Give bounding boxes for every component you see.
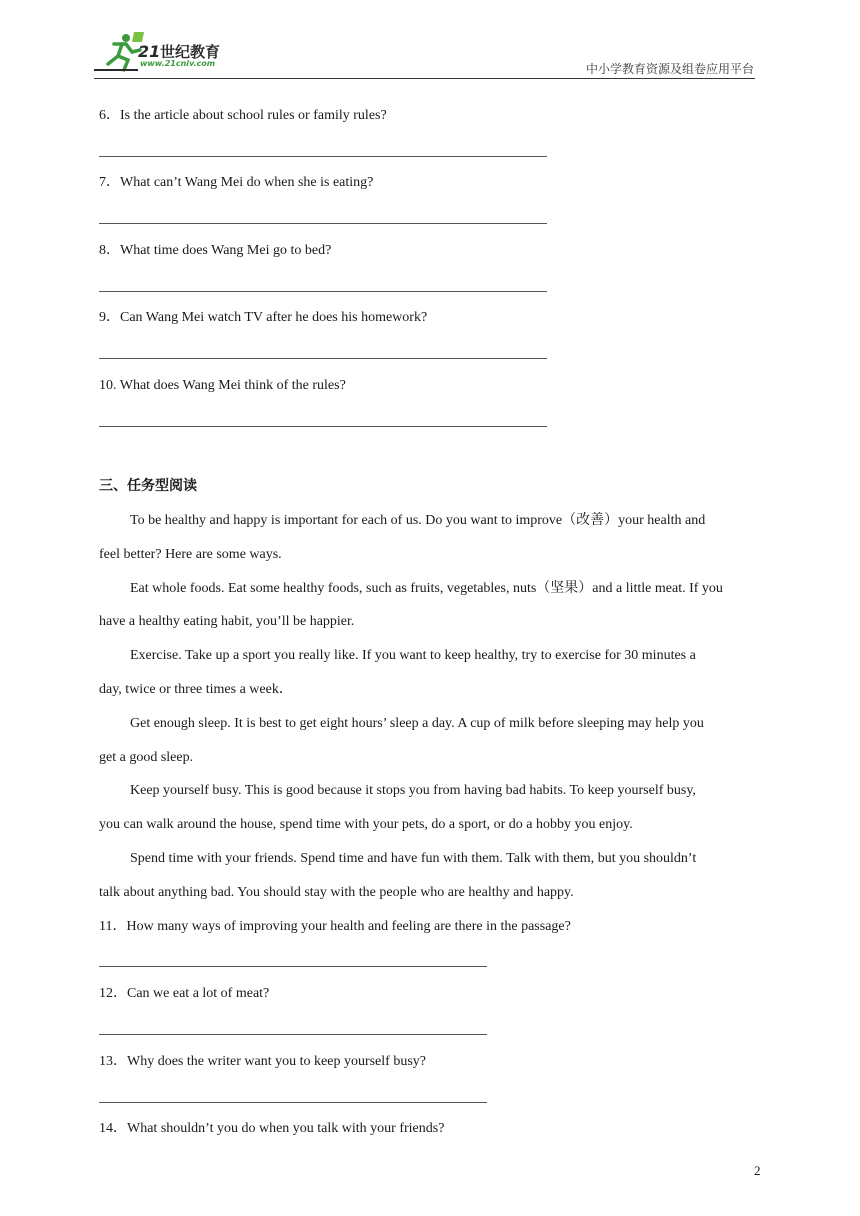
section-title: 三、任务型阅读: [99, 478, 197, 494]
question-10: 10. What does Wang Mei think of the rules?: [99, 378, 346, 393]
logo-lettering: [138, 42, 253, 66]
answer-line-9[interactable]: [99, 358, 547, 359]
question-8: 8．What time does Wang Mei go to bed?: [99, 243, 332, 258]
passage-line: Eat whole foods. Eat some healthy foods, such as fruits, vegetables, nuts（坚果）and a little meat. If you: [130, 581, 723, 596]
passage-line: you can walk around the house, spend time with your pets, do a sport, or do a hobby you enjoy.: [99, 817, 633, 832]
passage-line: Spend time with your friends. Spend time and have fun with them. Talk with them, but you shouldn’t: [130, 851, 697, 866]
question-12: 12．Can we eat a lot of meat?: [99, 986, 270, 1001]
answer-line-11[interactable]: [99, 966, 487, 967]
question-13: 13．Why does the writer want you to keep yourself busy?: [99, 1054, 426, 1069]
passage-line: get a good sleep.: [99, 750, 194, 765]
svg-text:21: 21: [138, 42, 161, 61]
svg-text:www.21cnjy.com: www.21cnjy.com: [140, 59, 216, 66]
page-header: [0, 0, 860, 80]
answer-line-12[interactable]: [99, 1034, 487, 1035]
answer-line-8[interactable]: [99, 291, 547, 292]
question-14: 14．What shouldn’t you do when you talk with your friends?: [99, 1121, 445, 1136]
question-9: 9．Can Wang Mei watch TV after he does his homework?: [99, 310, 428, 325]
site-logo: [92, 30, 262, 78]
passage-line: Get enough sleep. It is best to get eight hours’ sleep a day. A cup of milk before sleeping may help you: [130, 716, 704, 731]
header-divider: [94, 78, 755, 79]
passage-line: feel better? Here are some ways.: [99, 547, 282, 562]
passage-line: talk about anything bad. You should stay with the people who are healthy and happy.: [99, 885, 574, 900]
question-6: 6．Is the article about school rules or family rules?: [99, 108, 387, 123]
passage-line: Exercise. Take up a sport you really like. If you want to keep healthy, try to exercise for 30 minutes a: [130, 648, 696, 663]
passage-line: day, twice or three times a week．: [99, 682, 293, 697]
svg-text:世纪教育: 世纪教育: [160, 43, 221, 61]
question-11: 11．How many ways of improving your health and feeling are there in the passage?: [99, 919, 571, 934]
answer-line-6[interactable]: [99, 156, 547, 157]
passage-line: To be healthy and happy is important for each of us. Do you want to improve（改善）your health and: [130, 513, 706, 528]
answer-line-7[interactable]: [99, 223, 547, 224]
passage-line: have a healthy eating habit, you’ll be happier.: [99, 614, 355, 629]
passage-line: Keep yourself busy. This is good because it stops you from having bad habits. To keep yourself busy,: [130, 783, 696, 798]
logo-text-graphic: [138, 42, 253, 66]
platform-name: 中小学教育资源及组卷应用平台: [585, 62, 754, 76]
page-number: 2: [754, 1163, 761, 1178]
question-7: 7．What can’t Wang Mei do when she is eating?: [99, 175, 374, 190]
answer-line-10[interactable]: [99, 426, 547, 427]
answer-line-13[interactable]: [99, 1102, 487, 1103]
